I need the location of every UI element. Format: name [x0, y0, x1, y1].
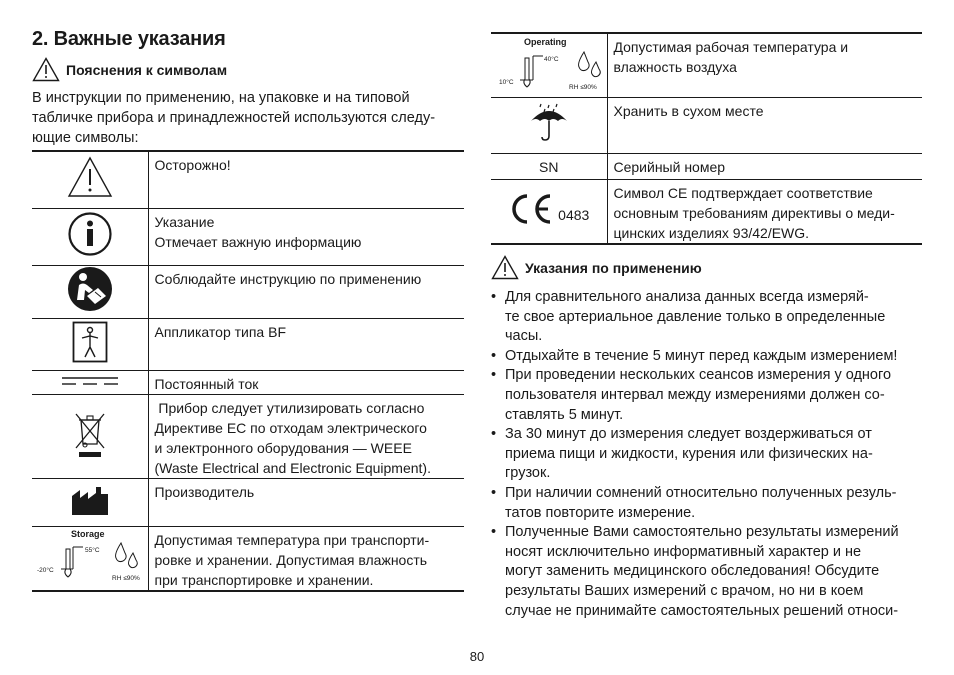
- keep-dry-icon: [528, 103, 570, 143]
- list-item-text: татов повторите измерение.: [505, 504, 696, 521]
- list-item-text: • Для сравнительного анализа данных всегда измеряй-: [505, 289, 869, 305]
- description-text: Директиве ЕС по отходам электрического: [154, 419, 427, 436]
- intro-text: [32, 88, 464, 148]
- table-row: [32, 265, 464, 318]
- table-row: [32, 318, 464, 370]
- description-cell: [148, 394, 464, 478]
- warning-triangle-icon: [67, 156, 113, 198]
- description-text: Аппликатор типа BF: [154, 323, 286, 340]
- description-cell: [148, 370, 464, 394]
- read-manual-icon: [67, 266, 113, 312]
- description-text: и электронного оборудования — WEEE: [154, 439, 412, 456]
- description-text: Производитель: [154, 483, 255, 500]
- description-cell: [148, 478, 464, 526]
- description-cell: [148, 151, 464, 208]
- storage-humidity: RH ≤90%: [111, 574, 140, 582]
- description-text: при транспортировке и хранении.: [154, 571, 374, 588]
- list-item: [491, 347, 922, 367]
- usage-list: [491, 288, 922, 621]
- description-text: Символ CE подтверждает соответствие: [613, 185, 873, 201]
- table-row: [32, 208, 464, 265]
- weee-bin-icon: [73, 410, 107, 458]
- description-text: Допустимая температура при транспорти-: [154, 531, 430, 548]
- description-cell: [607, 154, 922, 180]
- description-cell: [607, 33, 922, 98]
- symbols-subheading-text: Пояснения к символам: [66, 61, 228, 78]
- icon-cell: [491, 33, 607, 98]
- description-text: основным требованиям директивы о меди-: [613, 205, 895, 221]
- icon-cell: [491, 154, 607, 180]
- icon-cell: [32, 151, 148, 208]
- list-item-text: пользователя интервал между измерениями должен со-: [505, 386, 885, 403]
- list-item-text: носят исключительно информативный характер и не: [505, 543, 862, 560]
- storage-max-temp: 55°C: [84, 546, 100, 554]
- page-heading: 2. Важные указания: [32, 28, 226, 50]
- list-item-text: часы.: [505, 328, 543, 345]
- list-item-text: грузок.: [505, 465, 551, 482]
- serial-number-icon: SN: [539, 158, 559, 175]
- info-icon: [67, 211, 113, 257]
- table-row: [32, 394, 464, 478]
- table-row: [491, 98, 922, 154]
- description-text: Допустимая рабочая температура и: [613, 39, 849, 55]
- symbols-table-right: [491, 32, 922, 245]
- list-item: [491, 484, 922, 523]
- list-item-text: те свое артериальное давление только в определенные: [505, 308, 886, 325]
- description-text: Постоянный ток: [154, 375, 259, 392]
- description-text: Осторожно!: [154, 157, 231, 173]
- list-item: [491, 425, 922, 484]
- icon-cell: [491, 180, 607, 245]
- storage-title: Storage: [70, 528, 105, 539]
- description-cell: [607, 180, 922, 245]
- table-row: [32, 526, 464, 591]
- operating-max-temp: 40°C: [543, 56, 559, 63]
- operating-conditions-icon: [492, 34, 606, 92]
- page-number: 80: [469, 649, 485, 664]
- icon-cell: [32, 394, 148, 478]
- warning-icon: [32, 57, 60, 82]
- symbols-table-left: [32, 150, 464, 592]
- table-row: [32, 151, 464, 208]
- list-item-text: результаты Ваших измерений с врачом, но ни в коем: [505, 582, 864, 599]
- direct-current-icon: [60, 375, 120, 387]
- icon-cell: [32, 208, 148, 265]
- ce-notified-body-number: 0483: [558, 207, 590, 223]
- description-text: Серийный номер: [613, 159, 726, 175]
- description-text: (Waste Electrical and Electronic Equipment).: [154, 459, 431, 476]
- table-row: [491, 154, 922, 180]
- list-item-text: • За 30 минут до измерения следует воздерживаться от: [505, 426, 872, 443]
- list-item-text: • Полученные Вами самостоятельно результаты измерений: [505, 524, 899, 541]
- table-row: [491, 33, 922, 98]
- description-text: Хранить в сухом месте: [613, 103, 764, 119]
- intro-line: ющие символы:: [32, 130, 139, 146]
- operating-title: Operating: [523, 37, 567, 47]
- list-item-text: • Отдыхайте в течение 5 минут перед каждым измерением!: [505, 347, 898, 364]
- description-cell: [148, 318, 464, 370]
- storage-conditions-icon: [33, 527, 147, 585]
- description-text: Прибор следует утилизировать согласно: [154, 399, 425, 416]
- list-item: [491, 288, 922, 347]
- manufacturer-icon: [70, 484, 110, 516]
- icon-cell: [32, 478, 148, 526]
- bf-applied-part-icon: [72, 321, 108, 363]
- description-cell: [148, 208, 464, 265]
- intro-line: табличке прибора и принадлежностей используются следу-: [32, 110, 436, 126]
- description-cell: [148, 265, 464, 318]
- icon-cell: [491, 98, 607, 154]
- operating-humidity: RH ≤90%: [568, 84, 597, 91]
- ce-mark-icon: [508, 193, 589, 225]
- list-item: [491, 366, 922, 425]
- table-row: [32, 478, 464, 526]
- description-text: влажность воздуха: [613, 59, 737, 75]
- list-item: [491, 523, 922, 621]
- list-item-text: случае не принимайте самостоятельных решений относи-: [505, 602, 899, 619]
- icon-cell: [32, 265, 148, 318]
- description-text: ровке и хранении. Допустимая влажность: [154, 551, 428, 568]
- icon-cell: [32, 370, 148, 394]
- warning-icon: [491, 255, 519, 280]
- list-item-text: приема пищи и жидкости, курения или физических на-: [505, 445, 873, 462]
- description-cell: [607, 98, 922, 154]
- intro-line: В инструкции по применению, на упаковке и на типовой: [32, 90, 410, 106]
- description-text: цинских изделиях 93/42/EWG.: [613, 225, 810, 241]
- icon-cell: [32, 526, 148, 591]
- storage-min-temp: -20°C: [36, 566, 54, 574]
- list-item-text: могут заменить медицинского обследования! Обсудите: [505, 563, 880, 580]
- usage-subheading-text: Указания по применению: [525, 259, 702, 276]
- operating-min-temp: 10°C: [498, 79, 514, 86]
- list-item-text: • При проведении нескольких сеансов измерения у одного: [505, 367, 892, 384]
- table-row: [32, 370, 464, 394]
- description-text: Соблюдайте инструкцию по применению: [154, 270, 422, 287]
- ce-logo-icon: [508, 193, 554, 225]
- description-text: Отмечает важную информацию: [154, 233, 362, 250]
- list-item-text: • При наличии сомнений относительно полученных резуль-: [505, 484, 897, 501]
- description-text: Указание: [154, 213, 215, 230]
- table-row: [491, 180, 922, 245]
- usage-subheading: [491, 255, 702, 280]
- list-item-text: ставлять 5 минут.: [505, 406, 624, 423]
- symbols-subheading: [32, 57, 227, 82]
- icon-cell: [32, 318, 148, 370]
- description-cell: [148, 526, 464, 591]
